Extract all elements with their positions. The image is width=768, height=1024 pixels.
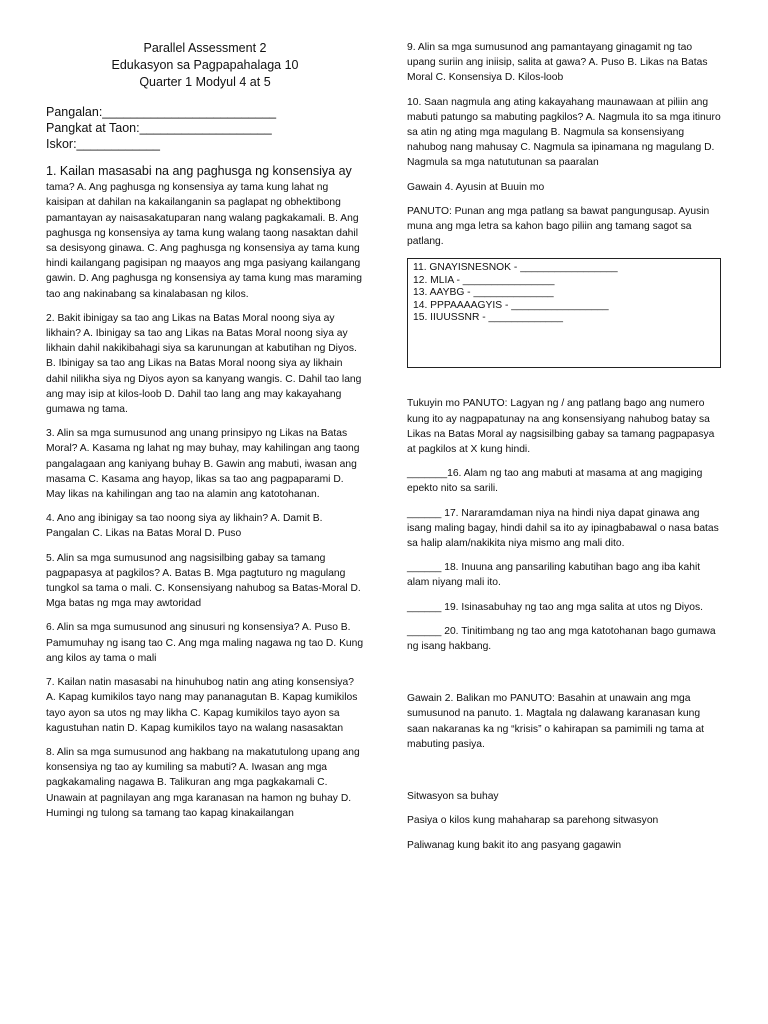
- header-subject: Edukasyon sa Pagpapahalaga 10: [111, 58, 299, 72]
- question-10: 10. Saan nagmula ang ating kakayahang maunawaan at piliin ang mabuti patungo sa mabuting pagkilos? A. Nagmula ito sa mga itinuro sa atin ng ating mga magulang B. Nagmula sa konsensiyang nahubog nang mahusay C. Nagmula sa ipinamana ng magulang D. Nagmula sa mga natututunan sa paaralan: [407, 96, 721, 169]
- question-9: 9. Alin sa mga sumusunod ang pamantayang ginagamit ng tao upang suriin ang iniisip, salita at gawa? A. Puso B. Likas na Batas Moral C. Konsensiya D. Kilos-loob: [407, 42, 708, 84]
- question-2: 2. Bakit ibinigay sa tao ang Likas na Batas Moral noong siya ay likhain? A. Ibinigay sa tao ang Likas na Batas Moral noong siya ay likhain dahil nakikibahagi siya sa karunungan at kabutihan ng Diyos. B. Ibinigay sa tao ang Likas na Batas Moral noong siya ay likhain dahil nilikha siya ng Diyos ayon sa kanyang wangis. C. Dahil tao lang ang may isip at kilos-loob D. Dahil tao lang ang may kakayahang gumawa ng tama.: [46, 312, 362, 416]
- scrambled-item-15: 15. IIUUSSNR - _____________: [413, 312, 563, 324]
- question-6: 6. Alin sa mga sumusunod ang sinusuri ng konsensiya? A. Puso B. Pamumuhay ng isang tao C. Ang mga maling nagawa ng tao D. Kung ang kilos ay tama o mali: [46, 622, 364, 664]
- student-fields: [46, 104, 364, 152]
- header-title: Parallel Assessment 2: [143, 41, 267, 55]
- sitwasyon-label: Sitwasyon sa buhay: [407, 791, 499, 803]
- question-7: 7. Kailan natin masasabi na hinuhubog natin ang ating konsensiya? A. Kapag kumikilos tayo nang may pananagutan B. Kapag kumikilos tayo ayon sa utos ng may likha C. Kapag kumikilos tayo ayon sa kagustuhan natin D. Kapag kumikilos tayo na walang nasasaktan: [46, 677, 358, 734]
- question-1: [46, 164, 364, 302]
- scrambled-item-12: 12. MLIA - ________________: [413, 274, 555, 286]
- tukuyin-item-19: ______ 19. Isinasabuhay ng tao ang mga salita at utos ng Diyos.: [407, 601, 703, 613]
- tukuyin-item-17: ______ 17. Nararamdaman niya na hindi niya dapat ginawa ang isang maling bagay, hindi dahil sa ito ay ipinagbabawal o nasa batas sa halip alam/nakikita niya mismo ang mali dito.: [407, 507, 719, 550]
- question-3: 3. Alin sa mga sumusunod ang unang prinsipyo ng Likas na Batas Moral? A. Kasama ng lahat ng may buhay, may kahilingan ang taong pangalagaan ang kaniyang buhay B. Gawin ang mabuti, iwasan ang masama C. Kasama ang hayop, likas sa tao ang pagpaparami D. May likas na kahilingan ang tao na alamin ang katotohanan.: [46, 428, 360, 501]
- tukuyin-item-16: _______16. Alam ng tao ang mabuti at masama at ang magiging epekto nito sa sarili.: [407, 468, 703, 495]
- scrambled-words-box: [407, 258, 721, 368]
- tukuyin-item-20: ______ 20. Tinitimbang ng tao ang mga katotohanan bago gumawa ng isang hakbang.: [407, 625, 716, 653]
- question-1-lead: 1. Kailan masasabi na ang paghusga ng konsensiya ay: [46, 164, 352, 178]
- pasiya-label: Pasiya o kilos kung mahaharap sa parehong sitwasyon: [407, 815, 659, 827]
- paliwanag-label: Paliwanag kung bakit ito ang pasyang gagawin: [407, 839, 622, 851]
- tukuyin-instructions: Tukuyin mo PANUTO: Lagyan ng / ang patlang bago ang numero kung ito ay nagpapatunay na ang konsensiyang nahubog batay sa Likas na Batas Moral ay nagsisilbing gabay sa tamang pagpapasya at pagkilos at X kung hindi.: [407, 398, 715, 456]
- scrambled-item-14: 14. PPPAAAAGYIS - _________________: [413, 299, 609, 311]
- gawain-2-instructions: Gawain 2. Balikan mo PANUTO: Basahin at unawain ang mga sumusunod na panuto. 1. Magtala ng dalawang karanasan kung saan nakaranas ka ng “krisis” o kahirapan sa pamimili ng tama at mabuting pasiya.: [407, 693, 705, 750]
- name-field: Pangalan:_________________________: [46, 105, 277, 119]
- right-column: [407, 40, 721, 862]
- left-column: [46, 40, 364, 830]
- question-5: 5. Alin sa mga sumusunod ang nagsisilbing gabay sa tamang pagpapasya at pagkilos? A. Batas B. Mga pagtuturo ng magulang tungkol sa tama o mali. C. Konsensiyang nahubog sa Batas-Moral D. Mga batas ng mga may awtoridad: [46, 552, 361, 610]
- question-4: 4. Ano ang ibinigay sa tao noong siya ay likhain? A. Damit B. Pangalan C. Likas na Batas Moral D. Puso: [46, 513, 323, 540]
- score-field: Iskor:____________: [46, 137, 160, 151]
- header-quarter: Quarter 1 Modyul 4 at 5: [139, 75, 271, 89]
- document-header: [46, 40, 364, 91]
- question-1-text: tama? A. Ang paghusga ng konsensiya ay tama kung lahat ng kaisipan at dahilan na kakailanganin sa paglapat ng obhektibong pamantayan ay naisasakatuparan nang walang pagkakamali. B. Ang paghusga ng konsensiya ay tama kung walang taong nasaktan dahil sa desisyong ginawa. C. Ang paghusga ng konsensiya ay tama kung hindi kailangang pagisipan ng maayos ang mga pasiyang kailangang gawin. D. Ang paghusga ng konsensiya ay tama kung mas maraming tao ang nakinabang sa kinalabasan ng kilos.: [46, 182, 362, 300]
- gawain-4-title: Gawain 4. Ayusin at Buuin mo: [407, 181, 545, 193]
- tukuyin-item-18: ______ 18. Inuuna ang pansariling kabutihan bago ang iba kahit alam niyang mali ito.: [407, 562, 701, 589]
- scrambled-item-13: 13. AAYBG - ______________: [413, 287, 554, 299]
- question-8: 8. Alin sa mga sumusunod ang hakbang na makatutulong upang ang konsensiya ng tao ay kumiling sa mabuti? A. Iwasan ang mga pagkakamaling nagawa B. Talikuran ang mga pagkakamali C. Unawain at pagnilayan ang mga karanasan na hamon ng buhay D. Humingi ng tulong sa tamang tao kapag kinakailangan: [46, 746, 360, 819]
- gawain-4-instructions: PANUTO: Punan ang mga patlang sa bawat pangungusap. Ayusin muna ang mga letra sa kahon bago piliin ang tamang sagot sa patlang.: [407, 205, 710, 248]
- scrambled-item-11: 11. GNAYISNESNOK - _________________: [413, 262, 618, 274]
- section-field: Pangkat at Taon:___________________: [46, 121, 272, 135]
